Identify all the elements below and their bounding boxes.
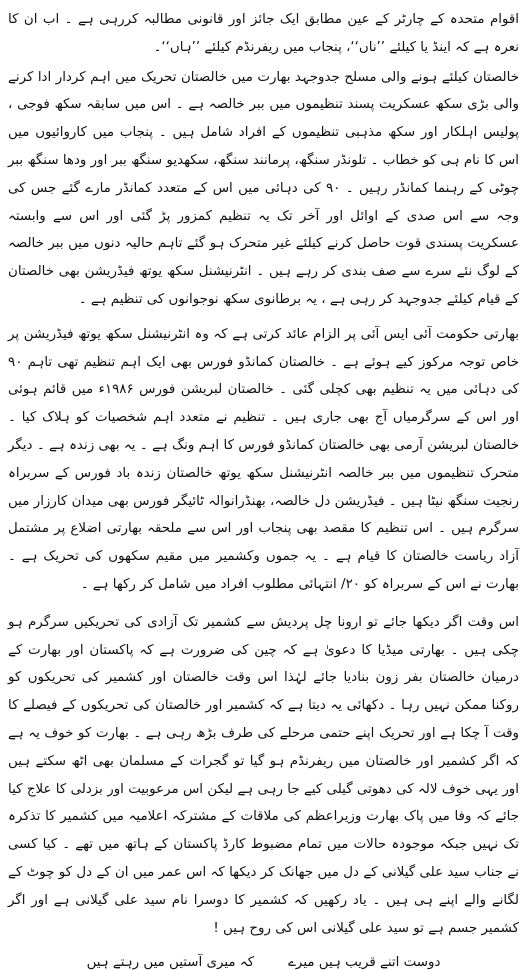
couplet-line-1: دوست اتنے قریب ہیں میرے <box>288 955 441 970</box>
article-paragraph-1: اقوام متحدہ کے چارٹر کے عین مطابق ایک جائز اور قانونی مطالبہ کررہی ہے ۔ اب ان کا نعرہ ہے کہ اینڈ یا کیلئے ’’ناں‘‘، پنجاب میں ریفرنڈم کیلئے ’’ہاں‘‘۔ <box>8 12 519 55</box>
couplet-line-2: کہ میری آستیں میں رہتے ہیں <box>86 955 255 970</box>
article-paragraph-4: اس وقت اگر دیکھا جائے تو ارونا چل پردیش سے کشمیر تک آزادی کی تحریکیں سرگرم ہو چکی ہیں ۔ بھارتی میڈیا کا دعویٰ ہے کہ چین کی ضرورت ہے کہ پاکستان اور بھارت کے درمیان خالصتان بفر زون بنادیا جائے لہٰذا اس وقت خالصتان اور کشمیر کی تحریکوں کو روکنا ممکن نہیں رہا ۔ دکھائی یہ دیتا ہے کہ کشمیر اور خالصتان کی تحریکوں کے فیصلے کا وقت آ چکا ہے اور تحریک اپنے حتمی مرحلے کی طرف بڑھ رہی ہے ۔ بھارت کو خوف یہ ہے کہ اگر کشمیر اور خالصتان میں ریفرنڈم ہو گیا تو گجرات کے مسلمان بھی اٹھ سکتے ہیں اور یہی خوف لالہ کی دھوتی گیلی کیے جا رہی ہے لیکن اس مرعوبیت اور بزدلی کا علاج کیا جائے کہ وفا میں پاک بھارت وزیراعظم کی ملاقات کے مشترکہ اعلامیہ میں کشمیر کا تذکرہ تک نہیں جبکہ موجودہ حالات میں تمام مضبوط کارڈ پاکستان کے ہاتھ میں تھے ۔ کیا کسی نے جناب سید علی گیلانی کے دل میں جھانک کر دیکھا کہ اس عمر میں ان کے دل کو چوٹ کے لگانے والے اپنے ہی ہیں ۔ یاد رکھیں کہ کشمیر کا دوسرا نام سید علی گیلانی ہے اور اگر کشمیر جسم ہے تو سید علی گیلانی اس کی روح ہیں ! <box>8 614 519 936</box>
article-paragraph-3: بھارتی حکومت آئی ایس آئی پر الزام عائد کرتی ہے کہ وہ انٹرنیشنل سکھ یوتھ فیڈریشن پر خاص توجہ مرکوز کیے ہوئے ہے ۔ خالصتان کمانڈو فورس بھی ایک اہم تنظیم تھی تاہم ۹۰ کی دہائی میں یہ تنظیم بھی کچلی گئی ۔ خالصتان لبریشن فورس ۱۹۸۶ء میں قائم ہوئی اور اس کے سرگرمیاں آج بھی جاری ہیں ۔ تنظیم نے متعدد اہم شخصیات کو ہلاک کیا ۔ خالصتان لبریشن آرمی بھی خالصتان کمانڈو فورس کا اہم ونگ ہے ۔ یہ بھی زندہ ہے ۔ دیگر متحرک تنظیموں میں ببر خالصہ انٹرنیشنل سکھ یوتھ خالصتان زندہ باد فورس کے سربراہ رنجیت سنگھ نیٹا ہیں ۔ فیڈریشن دل خالصہ، بھنڈرانوالہ ٹائیگر فورس بھی میدان کارزار میں سرگرم ہیں ۔ اس تنظیم کا مقصد بھی پنجاب اور اس سے ملحقہ بھارتی اضلاع پر مشتمل آزاد ریاست خالصتان کا قیام ہے ۔ یہ جموں وکشمیر میں مقیم سکھوں کی تحریک ہے ۔ بھارت نے اس کے سربراہ کو ۲۰/ انتہائی مطلوب افراد میں شامل کر رکھا ہے ۔ <box>8 326 519 592</box>
article-paragraph-2: خالصتان کیلئے ہونے والی مسلح جدوجہد بھارت میں خالصتان تحریک میں اہم کردار ادا کرنے والی بڑی سکھ عسکریت پسند تنظیموں میں ببر خالصہ ہے ۔ اس میں سابقہ سکھ فوجی ، پولیس اہلکار اور سکھ مذہبی تنظیموں کے افراد شامل ہیں ۔ پنجاب میں کاروائیوں میں اس کا نام ہی کو خطاب ۔ تلونڈر سنگھ، پرمانند سنگھ، سکھدیو سنگھ ببر اور ودھا سنگھ ببر چوٹی کے رہنما کمانڈر رہیں ۔ ۹۰ کی دہائی میں اس کے متعدد کمانڈر مارے گئے جس کی وجہ سے اس صدی کے اوائل اور آخر تک یہ تنظیم کمزور پڑ گئی اور اس سے وابستہ عسکریت پسندی قوت حاصل کرنے کیلئے غیر متحرک ہو گئے تاہم حالیہ دنوں میں ببر خالصہ کے لوگ نئے سرے سے صف بندی کر رہے ہیں ۔ انٹرنیشنل سکھ یوتھ فیڈریشن بھی خالصتان کے قیام کیلئے جدوجہد کر رہی ہے ، یہ برطانوی سکھ نوجوانوں کی تنظیم ہے ۔ <box>8 69 519 307</box>
closing-couplet <box>8 951 519 970</box>
